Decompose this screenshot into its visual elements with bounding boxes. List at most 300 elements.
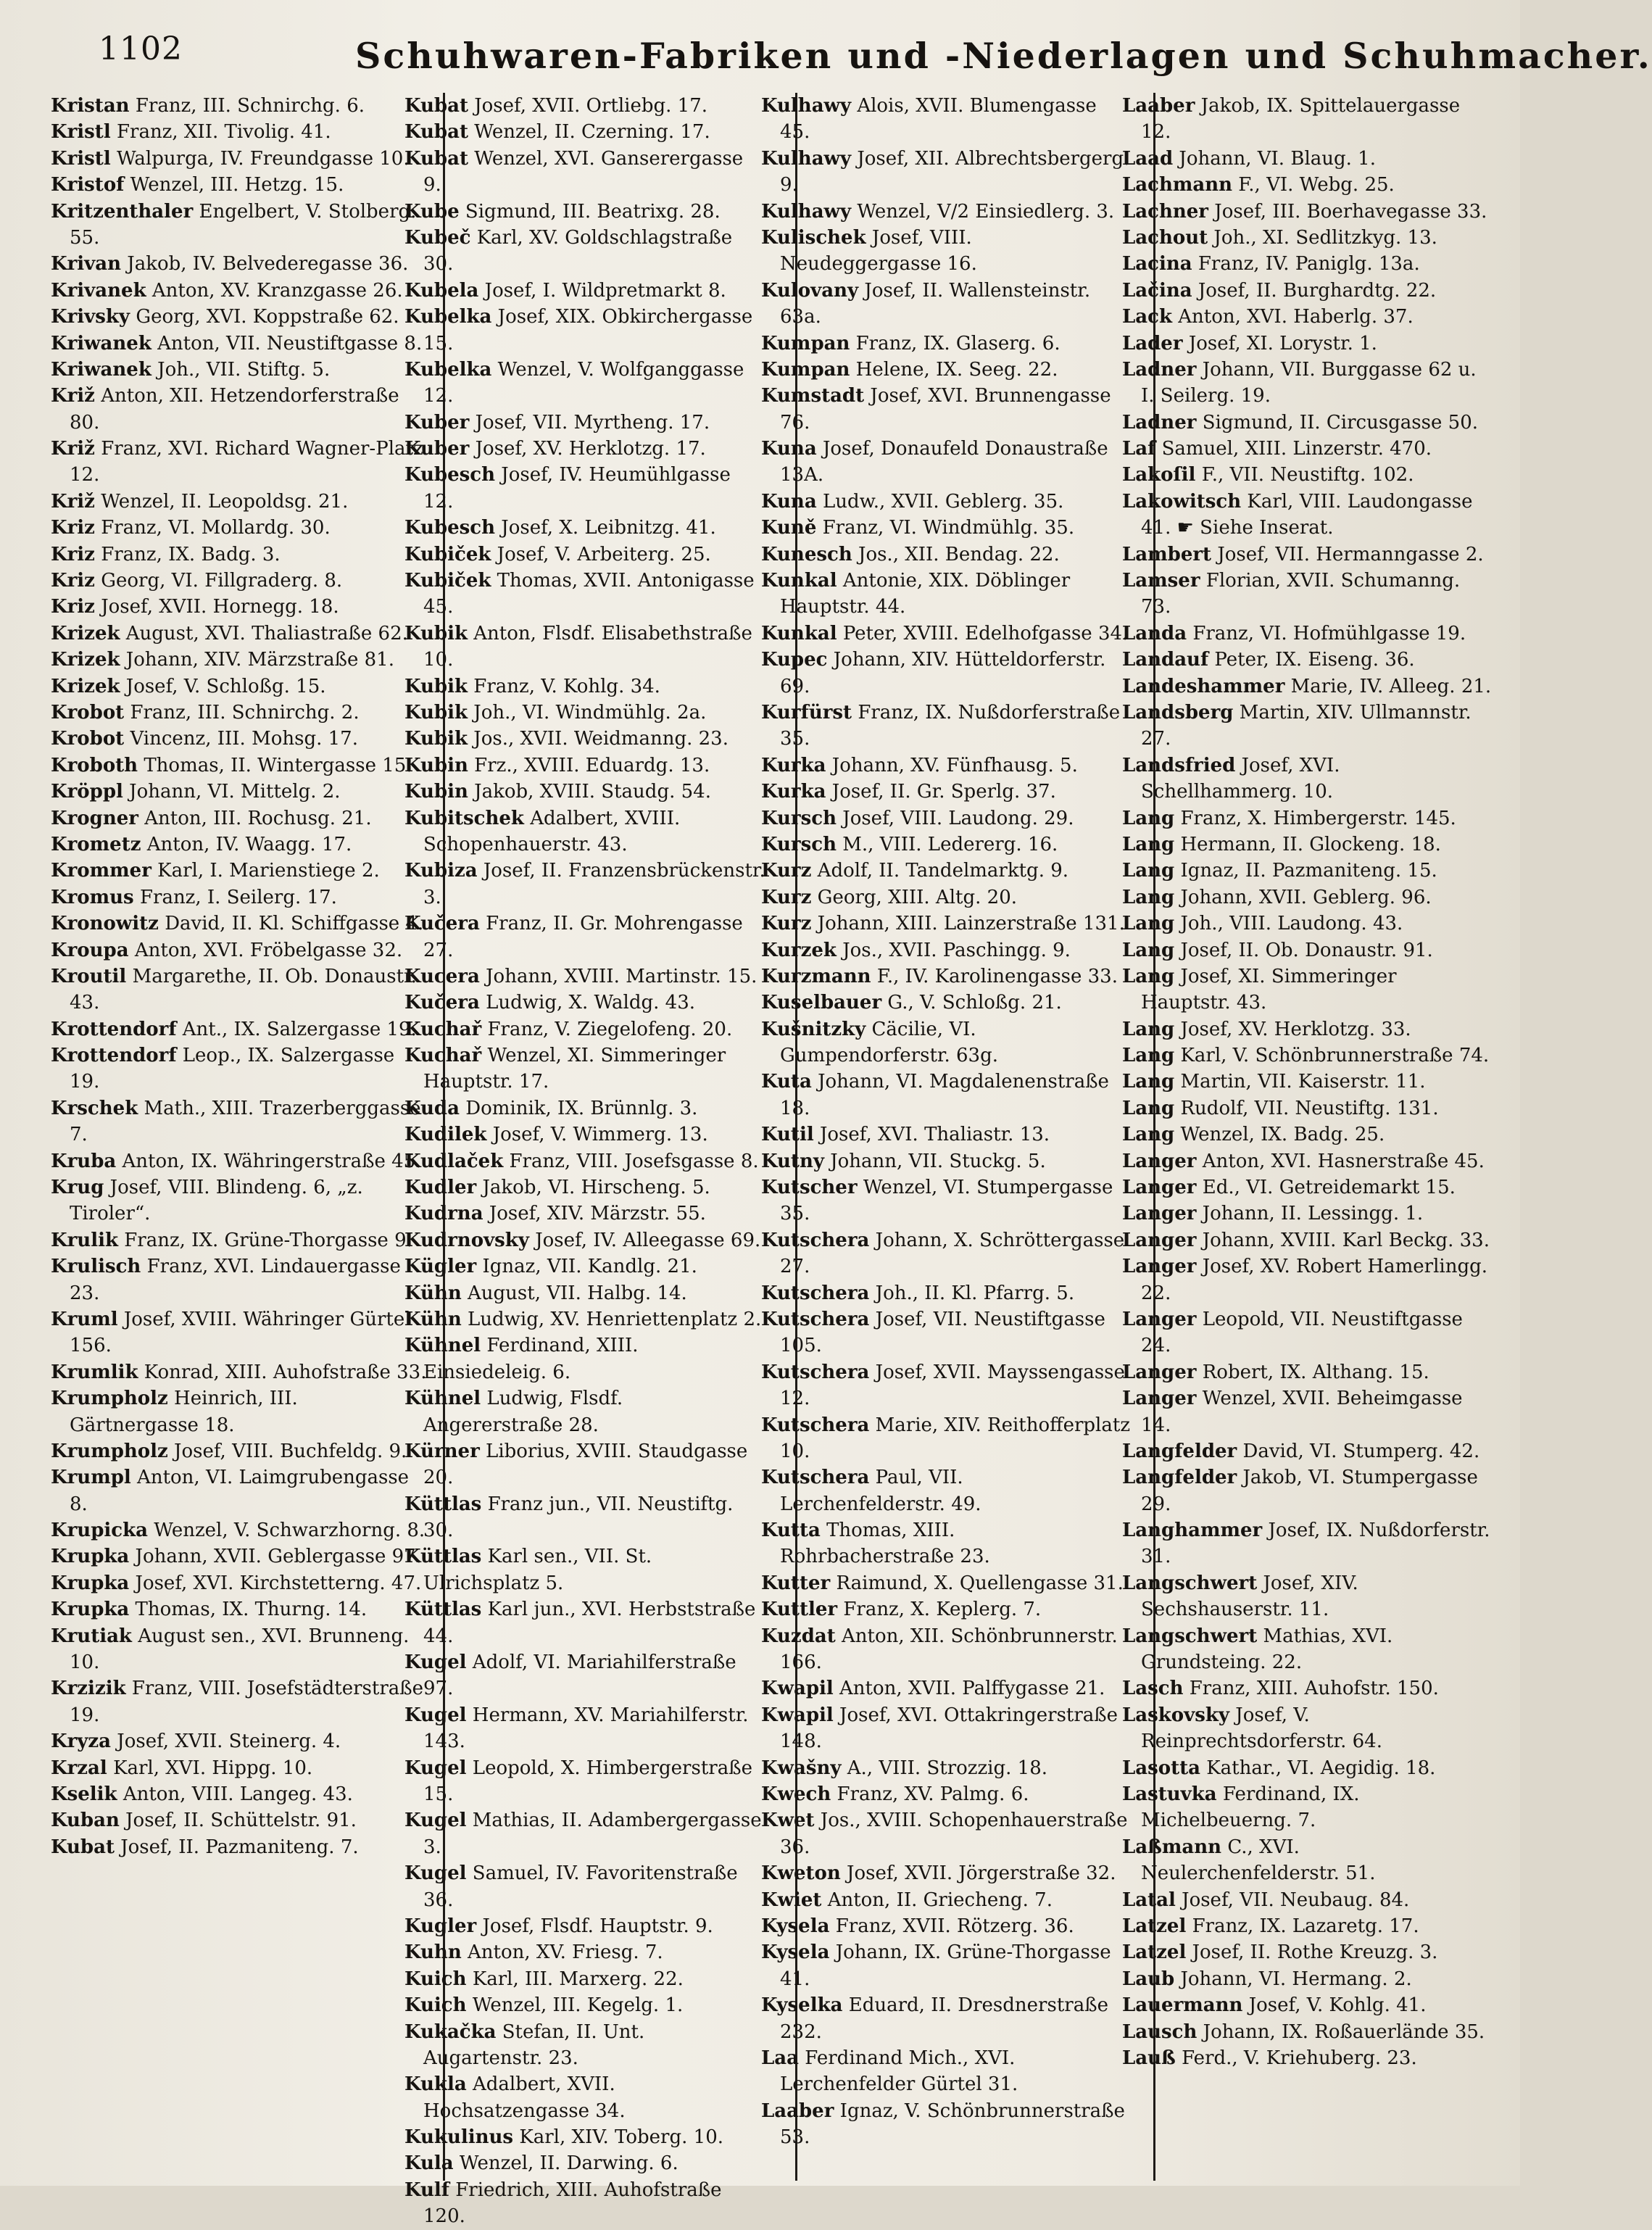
directory-entry	[1122, 2045, 1492, 2071]
entry-details: Josef, VIII. Laudong. 29.	[842, 807, 1074, 829]
entry-details: Johann, VI. Blaug. 1.	[1179, 147, 1376, 170]
entry-surname: Kruml	[51, 1308, 118, 1330]
entry-details: Josef, III. Boerhavegasse 33.	[1214, 200, 1487, 223]
entry-surname: Lausch	[1122, 2020, 1198, 2043]
directory-entry	[1122, 1623, 1492, 1676]
entry-details: Ferdinand, IX. Michelbeuerng. 7.	[1141, 1783, 1360, 1832]
entry-details: Anton, XII. Hetzendorferstraße 80.	[70, 385, 399, 434]
entry-surname: Krogner	[51, 807, 138, 829]
directory-entry	[51, 542, 428, 568]
entry-details: Georg, XIII. Altg. 20.	[817, 886, 1017, 908]
entry-surname: Lang	[1122, 1071, 1175, 1093]
entry-surname: Križ	[51, 385, 95, 407]
entry-details: Jos., XII. Bendag. 22.	[858, 543, 1060, 565]
entry-details: Karl sen., VII. St. Ulrichsplatz 5.	[423, 1546, 652, 1594]
entry-details: Jos., XVII. Paschingg. 9.	[842, 939, 1071, 961]
entry-surname: Kuchař	[404, 1018, 482, 1040]
entry-surname: Lasotta	[1122, 1757, 1200, 1779]
entry-details: Ferd., V. Kriehuberg. 23.	[1182, 2047, 1417, 2069]
entry-details: Josef, X. Leibnitzg. 41.	[501, 517, 716, 539]
directory-entry	[1122, 1359, 1492, 1385]
entry-surname: Kubeč	[404, 226, 471, 249]
entry-surname: Landsberg	[1122, 701, 1234, 724]
entry-details: Anton, IX. Währingerstraße 45.	[122, 1150, 422, 1172]
entry-surname: Kuber	[404, 438, 470, 460]
entry-details: Ignaz, VII. Kandlg. 21.	[482, 1256, 697, 1278]
entry-details: Franz, VI. Hofmühlgasse 19.	[1192, 622, 1466, 644]
directory-entry	[404, 1939, 765, 1965]
directory-entry	[1122, 172, 1492, 198]
directory-entry	[1122, 410, 1492, 436]
entry-details: Franz, II. Gr. Mohrengasse 27.	[423, 913, 743, 961]
directory-entry	[761, 199, 1132, 225]
entry-surname: Lang	[1122, 1018, 1175, 1040]
entry-surname: Kučera	[404, 913, 480, 935]
directory-entry	[404, 1174, 765, 1201]
entry-details: Rudolf, VII. Neustiftg. 131.	[1180, 1097, 1439, 1119]
entry-details: Thomas, II. Wintergasse 15.	[144, 754, 412, 776]
directory-entry	[404, 990, 765, 1016]
entry-details: Peter, XVIII. Edelhofgasse 34.	[842, 622, 1129, 644]
entry-details: Wenzel, II. Leopoldsg. 21.	[101, 490, 349, 513]
entry-surname: Kudilek	[404, 1124, 487, 1146]
directory-entry	[1122, 753, 1492, 805]
directory-entry	[51, 1148, 428, 1174]
entry-details: Anton, Flsdf. Elisabethstraße 10.	[423, 622, 752, 671]
entry-surname: Kurzek	[761, 939, 837, 961]
entry-surname: Laad	[1122, 147, 1174, 170]
directory-entry	[404, 1253, 765, 1280]
entry-surname: Kwech	[761, 1783, 831, 1805]
entry-details: Wenzel, II. Darwing. 6.	[459, 2152, 678, 2175]
directory-entry	[51, 1253, 428, 1306]
entry-details: Math., XIII. Trazerberggasse 7.	[70, 1097, 421, 1146]
entry-surname: Kunesch	[761, 543, 852, 565]
directory-entry	[51, 1755, 428, 1781]
directory-entry	[404, 1913, 765, 1939]
entry-surname: Kurz	[761, 913, 812, 935]
directory-entry	[761, 1359, 1132, 1412]
directory-entry	[51, 383, 428, 436]
entry-surname: Kumpan	[761, 332, 850, 355]
directory-entry	[404, 621, 765, 673]
entry-details: Josef, II. Ob. Donaustr. 91.	[1180, 939, 1433, 961]
directory-entry	[761, 542, 1132, 568]
directory-entry	[51, 1359, 428, 1385]
entry-details: Franz, XII. Tivolig. 41.	[116, 121, 331, 144]
entry-details: Karl, XV. Goldschlagstraße 30.	[423, 226, 733, 275]
entry-surname: Kupec	[761, 649, 828, 671]
entry-details: Johann, XVII. Geblergasse 97.	[135, 1546, 422, 1568]
entry-details: Josef, XVI. Kirchstetterng. 47.	[135, 1572, 422, 1594]
entry-details: Florian, XVII. Schumanng. 73.	[1141, 570, 1461, 618]
entry-surname: Laßmann	[1122, 1836, 1222, 1858]
page-number: 1102	[99, 30, 183, 67]
directory-entry	[761, 1464, 1132, 1517]
entry-surname: Kulischek	[761, 226, 866, 249]
directory-entry	[761, 858, 1132, 884]
directory-entry	[404, 1201, 765, 1227]
directory-entry	[761, 700, 1132, 753]
directory-entry	[51, 1517, 428, 1543]
entry-details: Josef, II. Schüttelstr. 91.	[125, 1810, 357, 1832]
entry-surname: Kyselka	[761, 1994, 843, 2017]
entry-details: Josef, VII. Hermanngasse 2.	[1217, 543, 1484, 565]
entry-surname: Kryza	[51, 1730, 112, 1753]
entry-surname: Kubin	[404, 754, 468, 776]
entry-surname: Kuban	[51, 1810, 120, 1832]
entry-details: Josef, IV. Heumühlgasse 12.	[423, 464, 731, 513]
entry-surname: Kriz	[51, 596, 95, 618]
directory-entry	[1122, 911, 1492, 937]
directory-entry	[1122, 1385, 1492, 1438]
entry-surname: Lader	[1122, 332, 1183, 355]
directory-entry	[404, 1095, 765, 1122]
entry-surname: Kuselbauer	[761, 992, 882, 1014]
directory-entry	[1122, 963, 1492, 1016]
directory-entry	[51, 621, 428, 647]
entry-surname: Kselik	[51, 1783, 117, 1805]
entry-surname: Lang	[1122, 913, 1175, 935]
entry-surname: Kriz	[51, 517, 95, 539]
entry-surname: Krizek	[51, 649, 120, 671]
entry-details: C., XVI. Neulerchenfelderstr. 51.	[1141, 1836, 1376, 1885]
entry-details: F., VI. Webg. 25.	[1238, 174, 1395, 196]
directory-entry	[761, 1596, 1132, 1622]
directory-entry	[1122, 1148, 1492, 1174]
entry-details: Mathias, II. Adambergergasse 3.	[423, 1810, 762, 1858]
directory-entry	[404, 1043, 765, 1095]
directory-entry	[1122, 1174, 1492, 1201]
directory-entry	[51, 515, 428, 541]
directory-entry	[51, 1385, 428, 1438]
entry-surname: Kwapil	[761, 1678, 834, 1700]
directory-entry	[51, 304, 428, 330]
entry-details: Josef, V. Reinprechtsdorferstr. 64.	[1141, 1704, 1382, 1753]
entry-details: Thomas, XIII. Rohrbacherstraße 23.	[780, 1520, 990, 1568]
directory-entry	[761, 331, 1132, 357]
directory-entry	[1122, 489, 1492, 542]
entry-details: Franz, VI. Windmühlg. 35.	[822, 517, 1075, 539]
entry-surname: Krulik	[51, 1229, 118, 1251]
directory-entry	[761, 146, 1132, 199]
directory-entry	[404, 1016, 765, 1043]
entry-surname: Kugel	[404, 1651, 467, 1674]
directory-entry	[1122, 1306, 1492, 1359]
entry-surname: Lang	[1122, 886, 1175, 908]
entry-surname: Kutschera	[761, 1361, 870, 1383]
entry-details: Josef, VII. Neubaug. 84.	[1182, 1889, 1410, 1911]
entry-surname: Langer	[1122, 1229, 1197, 1251]
entry-details: Franz, VIII. Josefstädterstraße 19.	[70, 1678, 424, 1726]
directory-entry	[1122, 1834, 1492, 1887]
directory-entry	[1122, 304, 1492, 330]
entry-details: Josef, XI. Simmeringer Hauptstr. 43.	[1141, 965, 1397, 1014]
entry-details: Josef, XVI. Thaliastr. 13.	[819, 1124, 1050, 1146]
directory-entry	[404, 568, 765, 621]
entry-details: August sen., XVI. Brunneng. 10.	[70, 1625, 410, 1674]
directory-entry	[1122, 1043, 1492, 1069]
directory-entry	[404, 1438, 765, 1491]
entry-surname: Krupka	[51, 1599, 130, 1621]
directory-entry	[51, 436, 428, 489]
directory-entry	[1122, 225, 1492, 251]
directory-entry	[1122, 621, 1492, 647]
entry-details: Josef, V. Wimmerg. 13.	[492, 1124, 708, 1146]
directory-entry	[761, 93, 1132, 146]
directory-entry	[404, 2071, 765, 2124]
directory-entry	[1122, 146, 1492, 172]
directory-entry	[51, 278, 428, 304]
entry-surname: Kutschera	[761, 1414, 870, 1436]
entry-surname: Kuttler	[761, 1599, 838, 1621]
entry-surname: Lacina	[1122, 253, 1192, 275]
entry-details: Joh., XI. Sedlitzkyg. 13.	[1213, 226, 1437, 249]
entry-surname: Kutil	[761, 1124, 814, 1146]
directory-entry	[1122, 1016, 1492, 1043]
directory-entry	[51, 673, 428, 700]
directory-entry	[51, 779, 428, 805]
entry-surname: Kuhn	[404, 1941, 462, 1964]
directory-entry	[1122, 1095, 1492, 1122]
entry-surname: Krottendorf	[51, 1045, 177, 1067]
directory-entry	[1122, 542, 1492, 568]
entry-details: Josef, IV. Alleegasse 69.	[535, 1229, 761, 1251]
directory-entry	[51, 199, 428, 252]
entry-surname: Krizek	[51, 622, 120, 644]
entry-surname: Langschwert	[1122, 1572, 1258, 1594]
directory-entry	[1122, 436, 1492, 462]
entry-surname: Kromus	[51, 886, 134, 908]
directory-entry	[761, 357, 1132, 383]
directory-entry	[51, 1570, 428, 1596]
directory-entry	[1122, 1913, 1492, 1939]
entry-surname: Krumpholz	[51, 1440, 168, 1462]
entry-details: Johann, IX. Grüne-Thorgasse 41.	[780, 1941, 1111, 1990]
directory-entry	[51, 858, 428, 884]
directory-entry	[404, 1992, 765, 2018]
entry-details: Cäcilie, VI. Gumpendorferstr. 63g.	[780, 1018, 998, 1067]
entry-details: August, VII. Halbg. 14.	[468, 1282, 687, 1304]
directory-entry	[1122, 647, 1492, 673]
directory-entry	[404, 1755, 765, 1808]
directory-entry	[1122, 673, 1492, 700]
entry-surname: Kubat	[404, 95, 468, 117]
directory-entry	[404, 2019, 765, 2072]
entry-details: Antonie, XIX. Döblinger Hauptstr. 44.	[780, 570, 1071, 618]
entry-surname: Kurka	[761, 781, 826, 803]
directory-entry	[404, 199, 765, 225]
directory-entry	[761, 963, 1132, 990]
directory-entry	[404, 1491, 765, 1544]
directory-entry	[51, 1464, 428, 1517]
entry-surname: Kühn	[404, 1308, 462, 1330]
entry-surname: Laaber	[1122, 95, 1195, 117]
entry-details: Johann, VII. Stuckg. 5.	[830, 1150, 1046, 1172]
entry-surname: Kuich	[404, 1968, 467, 1990]
entry-surname: Kutscher	[761, 1177, 858, 1199]
entry-details: F., IV. Karolinengasse 33.	[876, 965, 1118, 987]
entry-surname: Kysela	[761, 1941, 830, 1964]
entry-details: Josef, XIV. Märzstr. 55.	[489, 1203, 706, 1225]
entry-details: Wenzel, V/2 Einsiedlerg. 3.	[857, 200, 1115, 223]
entry-surname: Krzal	[51, 1757, 107, 1779]
directory-entry	[404, 119, 765, 145]
entry-details: Josef, Flsdf. Hauptstr. 9.	[482, 1915, 713, 1937]
directory-entry	[404, 93, 765, 119]
entry-surname: Lachout	[1122, 226, 1208, 249]
entry-details: Johann, XVIII. Martinstr. 15.	[486, 965, 757, 987]
entry-details: Thomas, IX. Thurng. 14.	[135, 1599, 368, 1621]
entry-surname: Landsfried	[1122, 754, 1236, 776]
entry-details: Jakob, VI. Stumpergasse 29.	[1141, 1467, 1478, 1515]
entry-surname: Kucera	[404, 965, 480, 987]
entry-surname: Kugel	[404, 1704, 467, 1726]
directory-entry	[404, 963, 765, 990]
entry-surname: Kubik	[404, 701, 468, 724]
entry-details: Franz, IX. Lazaretg. 17.	[1192, 1915, 1419, 1937]
directory-entry	[761, 1570, 1132, 1596]
entry-surname: Langhammer	[1122, 1520, 1263, 1542]
directory-entry	[404, 753, 765, 779]
entry-details: Johann, XVIII. Karl Beckg. 33.	[1202, 1229, 1490, 1251]
entry-details: Josef, VIII. Buchfeldg. 9.	[174, 1440, 407, 1462]
entry-surname: Krometz	[51, 833, 141, 855]
entry-surname: Kulhawy	[761, 95, 852, 117]
entry-details: Robert, IX. Althang. 15.	[1202, 1361, 1429, 1383]
entry-surname: Kroutil	[51, 965, 127, 987]
entry-details: Georg, XVI. Koppstraße 62.	[136, 306, 399, 328]
entry-surname: Kulf	[404, 2179, 449, 2201]
entry-details: Wenzel, II. Czerning. 17.	[474, 121, 710, 144]
directory-entry	[1122, 1781, 1492, 1834]
directory-entry	[51, 700, 428, 726]
entry-details: Franz, IX. Grüne-Thorgasse 9.	[124, 1229, 412, 1251]
entry-details: Josef, II. Burghardtg. 22.	[1198, 279, 1437, 302]
entry-details: Marie, IV. Alleeg. 21.	[1290, 675, 1492, 697]
directory-entry	[404, 357, 765, 410]
directory-entry	[404, 1122, 765, 1148]
entry-details: Jos., XVIII. Schopenhauerstraße 36.	[780, 1810, 1128, 1858]
entry-details: Karl, V. Schönbrunnerstraße 74.	[1180, 1045, 1490, 1067]
directory-entry	[761, 1675, 1132, 1701]
entry-surname: Krupka	[51, 1572, 130, 1594]
entry-surname: Krizek	[51, 675, 120, 697]
entry-details: Konrad, XIII. Auhofstraße 33.	[144, 1361, 427, 1383]
entry-details: Karl, XIV. Toberg. 10.	[519, 2126, 724, 2149]
entry-details: Franz, III. Schnirchg. 2.	[130, 701, 360, 724]
entry-surname: Kühnel	[404, 1388, 481, 1410]
entry-surname: Krobot	[51, 701, 125, 724]
directory-entry	[404, 1596, 765, 1649]
entry-details: Wenzel, III. Kegelg. 1.	[472, 1994, 684, 2017]
entry-surname: Kutschera	[761, 1282, 870, 1304]
entry-details: Heinrich, III. Gärtnergasse 18.	[70, 1388, 298, 1436]
directory-entry	[761, 937, 1132, 963]
entry-details: Josef, V. Arbeiterg. 25.	[497, 543, 711, 565]
entry-surname: Krommer	[51, 860, 151, 882]
directory-entry	[761, 2045, 1132, 2098]
entry-surname: Lang	[1122, 807, 1175, 829]
entry-surname: Kulovany	[761, 279, 859, 302]
entry-details: Josef, Donaufeld Donaustraße 13A.	[780, 438, 1108, 486]
entry-surname: Kriwanek	[51, 332, 151, 355]
entry-details: Franz, XV. Palmg. 6.	[837, 1783, 1029, 1805]
entry-surname: Krschek	[51, 1097, 138, 1119]
directory-entry	[51, 1438, 428, 1464]
entry-surname: Kumpan	[761, 358, 850, 381]
directory-entry	[761, 1280, 1132, 1306]
entry-details: Samuel, IV. Favoritenstraße 36.	[423, 1862, 738, 1911]
entry-details: Ludw., XVII. Geblerg. 35.	[822, 490, 1064, 513]
directory-entry	[404, 410, 765, 436]
directory-entry	[761, 1807, 1132, 1860]
directory-entry	[761, 1755, 1132, 1781]
entry-surname: Lachner	[1122, 200, 1209, 223]
entry-details: August, XVI. Thaliastraße 62.	[125, 622, 408, 644]
entry-surname: Kristl	[51, 147, 111, 170]
entry-surname: Kubik	[404, 622, 468, 644]
entry-surname: Krug	[51, 1177, 104, 1199]
directory-entry	[404, 779, 765, 805]
entry-details: Ferdinand, XIII. Einsiedeleig. 6.	[423, 1335, 639, 1383]
entry-details: Liborius, XVIII. Staudgasse 20.	[423, 1440, 748, 1489]
entry-details: Wenzel, XVI. Ganserergasse 9.	[423, 147, 744, 196]
entry-details: Ignaz, V. Schönbrunnerstraße 53.	[780, 2100, 1125, 2149]
entry-surname: Kumstadt	[761, 385, 865, 407]
entry-surname: Lang	[1122, 1097, 1175, 1119]
entry-surname: Lauermann	[1122, 1994, 1243, 2017]
entry-surname: Langer	[1122, 1361, 1197, 1383]
entry-surname: Kubesch	[404, 464, 496, 486]
entry-surname: Kügler	[404, 1256, 477, 1278]
directory-entry	[1122, 2019, 1492, 2045]
entry-surname: Kugel	[404, 1810, 467, 1832]
entry-surname: Kroupa	[51, 939, 129, 961]
entry-surname: Langer	[1122, 1308, 1197, 1330]
entry-surname: Kulhawy	[761, 147, 852, 170]
entry-details: Anton, XVII. Palffygasse 21.	[839, 1678, 1105, 1700]
directory-entry	[51, 726, 428, 752]
entry-surname: Latzel	[1122, 1915, 1187, 1937]
entry-details: Georg, VI. Fillgraderg. 8.	[101, 570, 343, 592]
entry-details: Johann, IX. Roßauerlände 35.	[1203, 2020, 1485, 2043]
directory-entry	[1122, 858, 1492, 884]
entry-surname: Langer	[1122, 1256, 1197, 1278]
entry-details: Ludwig, X. Waldg. 43.	[486, 992, 696, 1014]
entry-details: Mathias, XVI. Grundsteing. 22.	[1141, 1625, 1393, 1674]
entry-details: Paul, VII. Lerchenfelderstr. 49.	[780, 1467, 981, 1515]
directory-entry	[404, 1649, 765, 1702]
directory-entry	[404, 278, 765, 304]
directory-entry	[404, 1860, 765, 1913]
directory-entry	[1122, 805, 1492, 832]
entry-surname: Kubesch	[404, 517, 496, 539]
entry-details: Sigmund, II. Circusgasse 50.	[1202, 411, 1478, 434]
entry-details: Franz, XVI. Richard Wagner-Platz 12.	[70, 438, 423, 486]
directory-entry	[1122, 1517, 1492, 1570]
directory-entry	[1122, 1253, 1492, 1306]
entry-details: Marie, XIV. Reithofferplatz 10.	[780, 1414, 1131, 1462]
entry-surname: Lang	[1122, 860, 1175, 882]
entry-surname: Lastuvka	[1122, 1783, 1217, 1805]
directory-entry	[51, 911, 428, 937]
entry-details: Anton, XVI. Fröbelgasse 32.	[134, 939, 403, 961]
entry-surname: Krumpholz	[51, 1388, 168, 1410]
entry-details: Samuel, XIII. Linzerstr. 470.	[1161, 438, 1432, 460]
entry-details: Karl, VIII. Laudongasse 41. ☛ Siehe Inserat.	[1141, 490, 1473, 539]
entry-surname: Kudrnovsky	[404, 1229, 529, 1251]
